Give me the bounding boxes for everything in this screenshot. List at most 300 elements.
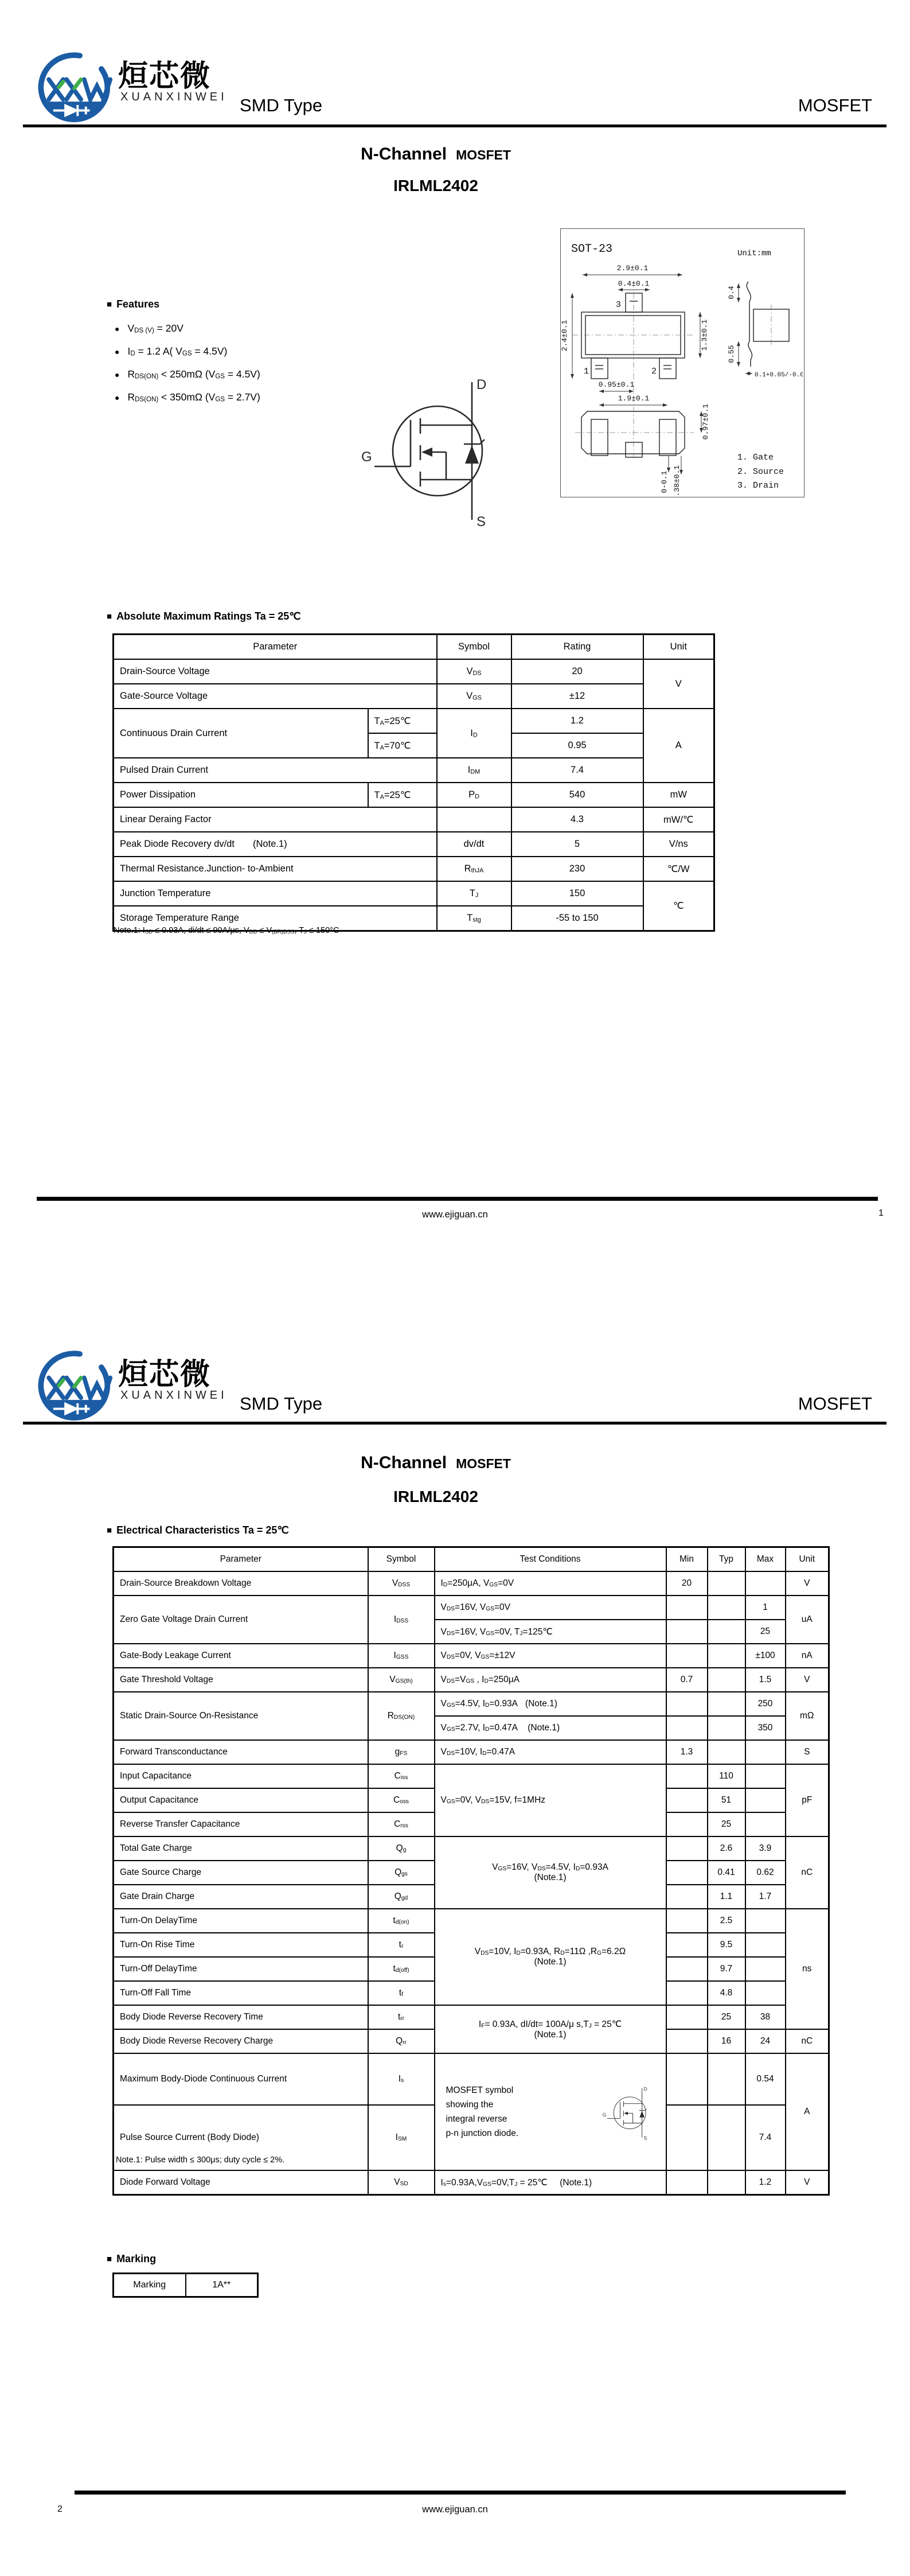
cell-parameter: Body Diode Reverse Recovery Charge bbox=[114, 2029, 368, 2053]
header-device-class: MOSFET bbox=[798, 95, 872, 115]
dim-standoff: 0-0.1 bbox=[660, 470, 669, 493]
cell-typ bbox=[708, 1740, 745, 1764]
cell-symbol: VDS bbox=[437, 659, 511, 684]
cell-max bbox=[745, 1909, 786, 1933]
cell-unit: mW bbox=[643, 783, 714, 807]
col-header-parameter: Parameter bbox=[114, 1547, 368, 1572]
cell-symbol: VDSS bbox=[368, 1571, 435, 1596]
caption-line: showing the bbox=[446, 2100, 494, 2110]
cell-min bbox=[666, 1885, 708, 1909]
cell-min bbox=[666, 1764, 708, 1788]
title-mosfet: MOSFET bbox=[456, 147, 511, 162]
cell-max: ±100 bbox=[745, 1644, 786, 1668]
cell-typ bbox=[708, 1571, 745, 1596]
abs-max-heading-label: Absolute Maximum Ratings Ta = 25℃ bbox=[116, 610, 301, 622]
cell-rating: 540 bbox=[511, 783, 643, 807]
table-row bbox=[114, 807, 714, 832]
cell-parameter: Gate Threshold Voltage bbox=[114, 1668, 368, 1692]
title-line1 bbox=[0, 1453, 872, 1473]
cell-typ bbox=[708, 2053, 745, 2105]
cell-symbol: gFS bbox=[368, 1740, 435, 1764]
dim-side-bottom: 0.55 bbox=[727, 345, 736, 363]
cell-unit: pF bbox=[786, 1764, 829, 1836]
dim-body-height: 1.3±0.1 bbox=[700, 319, 709, 351]
cell-min: 0.7 bbox=[666, 1668, 708, 1692]
cell-parameter: Zero Gate Voltage Drain Current bbox=[114, 1596, 368, 1644]
cell-parameter: Forward Transconductance bbox=[114, 1740, 368, 1764]
dim-top-width: 2.9±0.1 bbox=[616, 264, 649, 273]
cell-ta: TA=70℃ bbox=[368, 733, 437, 758]
cell-parameter: Turn-On Rise Time bbox=[114, 1933, 368, 1957]
feature-text: RDS(ON) < 250mΩ (VGS = 4.5V) bbox=[127, 368, 260, 380]
dim-height: 2.4±0.1 bbox=[561, 320, 569, 352]
cell-max: 350 bbox=[745, 1716, 786, 1740]
features-heading-label: Features bbox=[116, 298, 160, 310]
cell-symbol: Tstg bbox=[437, 906, 511, 931]
cell-symbol: RDS(ON) bbox=[368, 1692, 435, 1740]
cell-rating: 1.2 bbox=[511, 709, 643, 733]
cell-min bbox=[666, 1909, 708, 1933]
xxw-logo-icon bbox=[34, 1349, 115, 1422]
section-marker-icon: ■ bbox=[107, 299, 112, 309]
cell-min: 1.3 bbox=[666, 1740, 708, 1764]
brand-name-cn: 烜芯微 bbox=[118, 59, 212, 94]
title-line1 bbox=[0, 145, 872, 164]
cell-cond: VDS=16V, VGS=0V, TJ=125℃ bbox=[435, 1620, 666, 1644]
mosfet-symbol-small bbox=[602, 2082, 659, 2142]
cell-max bbox=[745, 1957, 786, 1981]
bullet-icon: ● bbox=[115, 369, 120, 379]
cell-min bbox=[666, 2053, 708, 2105]
cell-unit: ns bbox=[786, 1909, 829, 2029]
cell-unit: nC bbox=[786, 1836, 829, 1909]
dim-pin-pitch: 0.95±0.1 bbox=[598, 380, 635, 389]
electrical-note: Note.1: Pulse width ≤ 300μs; duty cycle ≤ 2%. bbox=[116, 2155, 285, 2165]
cell-cond bbox=[435, 2005, 666, 2053]
brand-name-en: XUANXINWEI bbox=[120, 1389, 228, 1402]
marking-heading-label: Marking bbox=[116, 2253, 157, 2264]
col-header-unit: Unit bbox=[643, 635, 714, 660]
col-header-unit: Unit bbox=[786, 1547, 829, 1572]
cell-max: 7.4 bbox=[745, 2105, 786, 2170]
table-row bbox=[114, 758, 714, 783]
header-doc-type: SMD Type bbox=[240, 95, 323, 115]
marking-heading bbox=[107, 2253, 156, 2265]
cell-unit: V bbox=[786, 1668, 829, 1692]
cell-typ: 2.5 bbox=[708, 1909, 745, 1933]
col-header-parameter: Parameter bbox=[114, 635, 437, 660]
page-2 bbox=[0, 1288, 910, 2576]
cell-typ: 9.5 bbox=[708, 1933, 745, 1957]
cell-parameter: Turn-On DelayTime bbox=[114, 1909, 368, 1933]
cell-typ: 4.8 bbox=[708, 1981, 745, 2005]
table-row bbox=[114, 881, 714, 906]
cell-cond: VGS=4.5V, ID=0.93A (Note.1) bbox=[435, 1692, 666, 1716]
header-rule bbox=[23, 1422, 886, 1425]
cell-unit: mΩ bbox=[786, 1692, 829, 1740]
cell-symbol: VSD bbox=[368, 2170, 435, 2195]
table-row bbox=[114, 1668, 829, 1692]
cell-symbol: IGSS bbox=[368, 1644, 435, 1668]
cell-symbol: Is bbox=[368, 2053, 435, 2105]
col-header-typ: Typ bbox=[708, 1547, 745, 1572]
table-row bbox=[114, 1764, 829, 1788]
cell-max bbox=[745, 1764, 786, 1788]
cell-unit: nC bbox=[786, 2029, 829, 2053]
section-marker-icon: ■ bbox=[107, 1526, 112, 1535]
pin3-label: 3 bbox=[616, 300, 622, 310]
cell-min bbox=[666, 1644, 708, 1668]
cell-min bbox=[666, 1692, 708, 1716]
cell-parameter: Peak Diode Recovery dv/dt (Note.1) bbox=[114, 832, 437, 857]
features-list bbox=[115, 322, 260, 403]
cell-max bbox=[745, 1981, 786, 2005]
cell-min bbox=[666, 2029, 708, 2053]
cell-unit: V bbox=[786, 2170, 829, 2195]
table-row bbox=[114, 1836, 829, 1861]
cell-min bbox=[666, 2005, 708, 2029]
mosfet-symbol-caption bbox=[438, 2083, 519, 2141]
dim-pad-height: 0.97±0.1 bbox=[701, 403, 710, 440]
cell-typ: 25 bbox=[708, 2005, 745, 2029]
table-header-row bbox=[114, 1547, 829, 1572]
list-item bbox=[115, 322, 260, 334]
cond-line2: (Note.1) bbox=[534, 1873, 567, 1882]
cell-rating: 4.3 bbox=[511, 807, 643, 832]
cell-typ: 2.6 bbox=[708, 1836, 745, 1861]
title-channel: N-Channel bbox=[361, 145, 447, 164]
electrical-heading-label: Electrical Characteristics Ta = 25℃ bbox=[116, 1524, 289, 1536]
cell-symbol: Qg bbox=[368, 1836, 435, 1861]
abs-max-note: Note.1: ISD ≤ 0.93A, di/dt ≤ 90A/μs, VDD ≤ V(BR)DSS, TJ ≤ 150°C bbox=[114, 926, 339, 936]
table-row bbox=[114, 1644, 829, 1668]
cell-rating: -55 to 150 bbox=[511, 906, 643, 931]
cell-symbol: Crss bbox=[368, 1812, 435, 1836]
cell-cond: VDS=0V, VGS=±12V bbox=[435, 1644, 666, 1668]
cell-symbol: Qgd bbox=[368, 1885, 435, 1909]
cell-symbol: Ciss bbox=[368, 1764, 435, 1788]
table-row bbox=[114, 832, 714, 857]
cell-parameter: Gate Drain Charge bbox=[114, 1885, 368, 1909]
cell-parameter: Body Diode Reverse Recovery Time bbox=[114, 2005, 368, 2029]
header-device-class: MOSFET bbox=[798, 1394, 872, 1414]
cell-cond bbox=[435, 1909, 666, 2005]
cell-parameter: Thermal Resistance.Junction- to-Ambient bbox=[114, 857, 437, 881]
cell-symbol: Qrr bbox=[368, 2029, 435, 2053]
cell-typ bbox=[708, 2170, 745, 2195]
cell-max bbox=[745, 1571, 786, 1596]
table-row bbox=[114, 684, 714, 709]
col-header-conditions: Test Conditions bbox=[435, 1547, 666, 1572]
cell-cond bbox=[435, 1836, 666, 1909]
cell-max: 1.5 bbox=[745, 1668, 786, 1692]
cell-rating: 20 bbox=[511, 659, 643, 684]
cell-typ bbox=[708, 1668, 745, 1692]
cell-symbol: VGS bbox=[437, 684, 511, 709]
part-number: IRLML2402 bbox=[393, 1488, 478, 1505]
table-row bbox=[114, 2053, 829, 2105]
cell-max: 24 bbox=[745, 2029, 786, 2053]
cell-unit: ℃ bbox=[643, 881, 714, 931]
bullet-icon: ● bbox=[115, 324, 120, 333]
cell-max: 250 bbox=[745, 1692, 786, 1716]
list-item bbox=[115, 391, 260, 403]
dim-pin-span: 1.9±0.1 bbox=[618, 394, 650, 403]
cell-parameter: Gate-Source Voltage bbox=[114, 684, 437, 709]
cell-symbol: tf bbox=[368, 1981, 435, 2005]
cell-typ bbox=[708, 1692, 745, 1716]
cell-typ: 16 bbox=[708, 2029, 745, 2053]
cell-parameter: Continuous Drain Current bbox=[114, 709, 368, 758]
cell-unit: V/ns bbox=[643, 832, 714, 857]
cell-rating: 230 bbox=[511, 857, 643, 881]
cell-unit: ℃/W bbox=[643, 857, 714, 881]
cell-max: 3.9 bbox=[745, 1836, 786, 1861]
cell-typ: 110 bbox=[708, 1764, 745, 1788]
table-row bbox=[114, 1909, 829, 1933]
feature-text: RDS(ON) < 350mΩ (VGS = 2.7V) bbox=[127, 391, 260, 403]
cond-line2: (Note.1) bbox=[534, 1957, 567, 1967]
caption-line: MOSFET symbol bbox=[446, 2085, 514, 2095]
marking-table bbox=[112, 2273, 259, 2298]
cell-parameter: Pulsed Drain Current bbox=[114, 758, 437, 783]
package-unit: Unit:mm bbox=[737, 249, 771, 258]
cell-max: 38 bbox=[745, 2005, 786, 2029]
table-row bbox=[114, 783, 714, 807]
cell-cond: ID=250μA, VGS=0V bbox=[435, 1571, 666, 1596]
page-number: 2 bbox=[57, 2504, 63, 2514]
dim-pad-width: 0.38±0.1 bbox=[673, 465, 681, 496]
cell-cond: VGS=0V, VDS=15V, f=1MHz bbox=[435, 1764, 666, 1836]
cell-typ: 1.1 bbox=[708, 1885, 745, 1909]
cell-max: 0.62 bbox=[745, 1861, 786, 1885]
pin1-label: 1 bbox=[584, 367, 589, 376]
caption-line: p-n junction diode. bbox=[446, 2128, 519, 2138]
cell-cond: Is=0.93A,VGS=0V,TJ = 25℃ (Note.1) bbox=[435, 2170, 666, 2195]
header-rule bbox=[23, 124, 886, 127]
table-row bbox=[114, 709, 714, 733]
cell-symbol: Coss bbox=[368, 1788, 435, 1812]
cond-line2: (Note.1) bbox=[534, 2029, 567, 2040]
cell-max: 25 bbox=[745, 1620, 786, 1644]
title-mosfet: MOSFET bbox=[456, 1456, 511, 1471]
cell-parameter: Static Drain-Source On-Resistance bbox=[114, 1692, 368, 1740]
cell-parameter: Turn-Off DelayTime bbox=[114, 1957, 368, 1981]
cell-min bbox=[666, 1812, 708, 1836]
footer-url: www.ejiguan.cn bbox=[422, 1209, 488, 1220]
cond-line1: VGS=16V, VDS=4.5V, ID=0.93A bbox=[492, 1862, 608, 1873]
brand-name-cn: 烜芯微 bbox=[118, 1357, 212, 1392]
footer-url: www.ejiguan.cn bbox=[422, 2504, 488, 2515]
cell-typ bbox=[708, 1644, 745, 1668]
cell-min bbox=[666, 1596, 708, 1620]
features-heading bbox=[107, 298, 159, 310]
legend-drain: 3. Drain bbox=[737, 481, 779, 491]
cell-parameter: Storage Temperature Range bbox=[114, 906, 437, 931]
package-name: SOT-23 bbox=[571, 243, 613, 256]
cell-typ bbox=[708, 1596, 745, 1620]
legend-source: 2. Source bbox=[737, 467, 784, 477]
cell-parameter: Diode Forward Voltage bbox=[114, 2170, 368, 2195]
cell-typ bbox=[708, 1620, 745, 1644]
col-header-min: Min bbox=[666, 1547, 708, 1572]
list-item bbox=[115, 345, 260, 357]
cell-parameter: Pulse Source Current (Body Diode) bbox=[114, 2105, 368, 2170]
cell-parameter: Maximum Body-Diode Continuous Current bbox=[114, 2053, 368, 2105]
cell-symbol: TJ bbox=[437, 881, 511, 906]
cell-parameter: Turn-Off Fall Time bbox=[114, 1981, 368, 2005]
brand-name-en: XUANXINWEI bbox=[120, 91, 228, 103]
cell-ta: TA=25℃ bbox=[368, 783, 437, 807]
table-row bbox=[114, 2005, 829, 2029]
cell-unit: uA bbox=[786, 1596, 829, 1644]
footer-rule bbox=[75, 2491, 846, 2495]
abs-max-heading bbox=[107, 610, 301, 622]
cell-cond: VDS=16V, VGS=0V bbox=[435, 1596, 666, 1620]
cell-min bbox=[666, 1716, 708, 1740]
abs-max-table bbox=[112, 633, 715, 932]
cell-parameter: Input Capacitance bbox=[114, 1764, 368, 1788]
cell-parameter: Output Capacitance bbox=[114, 1788, 368, 1812]
cell-rating: ±12 bbox=[511, 684, 643, 709]
cell-unit: V bbox=[643, 659, 714, 709]
dim-side-top: 0.4 bbox=[727, 286, 736, 299]
cell-max: 1 bbox=[745, 1596, 786, 1620]
electrical-table bbox=[112, 1546, 830, 2196]
dim-pin-width: 0.4±0.1 bbox=[618, 279, 650, 288]
cell-symbol: td(off) bbox=[368, 1957, 435, 1981]
cell-parameter: Power Dissipation bbox=[114, 783, 368, 807]
pin2-label: 2 bbox=[651, 367, 657, 376]
table-row bbox=[114, 659, 714, 684]
cond-line1: VDS=10V, ID=0.93A, RD=11Ω ,RG=6.2Ω bbox=[474, 1947, 626, 1957]
caption-line: integral reverse bbox=[446, 2114, 507, 2124]
cell-symbol: Qgs bbox=[368, 1861, 435, 1885]
cell-min bbox=[666, 1933, 708, 1957]
legend-gate: 1. Gate bbox=[737, 453, 774, 462]
cell-max bbox=[745, 1740, 786, 1764]
cell-parameter: Reverse Transfer Capacitance bbox=[114, 1812, 368, 1836]
col-header-rating: Rating bbox=[511, 635, 643, 660]
table-row bbox=[114, 1571, 829, 1596]
cell-min bbox=[666, 1620, 708, 1644]
cell-max bbox=[745, 1788, 786, 1812]
cell-symbol bbox=[437, 807, 511, 832]
cell-max: 1.2 bbox=[745, 2170, 786, 2195]
cell-typ bbox=[708, 1716, 745, 1740]
cell-ta: TA=25℃ bbox=[368, 709, 437, 733]
cell-min bbox=[666, 1981, 708, 2005]
marking-value: 1A** bbox=[186, 2274, 258, 2297]
cell-unit: mW/℃ bbox=[643, 807, 714, 832]
cell-cond bbox=[435, 2053, 666, 2170]
table-row bbox=[114, 857, 714, 881]
col-header-symbol: Symbol bbox=[368, 1547, 435, 1572]
cond-line1: IF= 0.93A, dI/dt= 100A/μ s,TJ = 25℃ bbox=[478, 2019, 622, 2029]
table-header-row bbox=[114, 635, 714, 660]
cell-typ: 9.7 bbox=[708, 1957, 745, 1981]
table-row bbox=[114, 2274, 258, 2297]
table-row bbox=[114, 1692, 829, 1716]
feature-text: ID = 1.2 A( VGS = 4.5V) bbox=[127, 345, 228, 357]
cell-symbol: VGS(th) bbox=[368, 1668, 435, 1692]
cell-symbol: PD bbox=[437, 783, 511, 807]
cell-parameter: Drain-Source Voltage bbox=[114, 659, 437, 684]
cell-typ: 0.41 bbox=[708, 1861, 745, 1885]
table-row bbox=[114, 1740, 829, 1764]
cell-cond: VDS=VGS , ID=250μA bbox=[435, 1668, 666, 1692]
cell-symbol: dv/dt bbox=[437, 832, 511, 857]
section-marker-icon: ■ bbox=[107, 612, 112, 621]
cell-unit: S bbox=[786, 1740, 829, 1764]
xxw-logo-icon bbox=[34, 50, 115, 124]
brand-logo bbox=[34, 50, 275, 126]
cell-min bbox=[666, 1861, 708, 1885]
cell-max: 1.7 bbox=[745, 1885, 786, 1909]
list-item bbox=[115, 368, 260, 380]
marking-label: Marking bbox=[114, 2274, 186, 2297]
cell-parameter: Total Gate Charge bbox=[114, 1836, 368, 1861]
cell-max: 0.54 bbox=[745, 2053, 786, 2105]
cell-max bbox=[745, 1933, 786, 1957]
mosfet-symbol bbox=[360, 365, 521, 534]
cell-parameter: Linear Deraing Factor bbox=[114, 807, 437, 832]
table-row bbox=[114, 1596, 829, 1620]
cell-unit: V bbox=[786, 1571, 829, 1596]
cell-parameter: Junction Temperature bbox=[114, 881, 437, 906]
cell-symbol: IDM bbox=[437, 758, 511, 783]
cell-min bbox=[666, 1957, 708, 1981]
cell-symbol: tr bbox=[368, 1933, 435, 1957]
cell-unit: A bbox=[786, 2053, 829, 2170]
col-header-symbol: Symbol bbox=[437, 635, 511, 660]
cell-min bbox=[666, 2170, 708, 2195]
page-number: 1 bbox=[878, 1208, 884, 1218]
cell-min bbox=[666, 2105, 708, 2170]
sot23-outline-drawing bbox=[561, 229, 803, 496]
dim-lead-thickness: 0.1+0.05/-0.01 bbox=[755, 372, 803, 379]
cell-max bbox=[745, 1812, 786, 1836]
bullet-icon: ● bbox=[115, 347, 120, 356]
cell-typ bbox=[708, 2105, 745, 2170]
cell-unit: nA bbox=[786, 1644, 829, 1668]
cell-rating: 150 bbox=[511, 881, 643, 906]
bullet-icon: ● bbox=[115, 392, 120, 402]
cell-symbol: ISM bbox=[368, 2105, 435, 2170]
cell-parameter: Gate Source Charge bbox=[114, 1861, 368, 1885]
footer-rule bbox=[37, 1197, 878, 1201]
electrical-heading bbox=[107, 1524, 289, 1536]
col-header-max: Max bbox=[745, 1547, 786, 1572]
cell-parameter: Gate-Body Leakage Current bbox=[114, 1644, 368, 1668]
feature-text: VDS (V) = 20V bbox=[127, 322, 183, 334]
brand-logo bbox=[34, 1349, 275, 1425]
cell-min: 20 bbox=[666, 1571, 708, 1596]
header-doc-type: SMD Type bbox=[240, 1394, 323, 1414]
cell-symbol: ID bbox=[437, 709, 511, 758]
table-row bbox=[114, 2170, 829, 2195]
cell-typ: 25 bbox=[708, 1812, 745, 1836]
cell-min bbox=[666, 1788, 708, 1812]
title-channel: N-Channel bbox=[361, 1453, 447, 1472]
cell-symbol: RthJA bbox=[437, 857, 511, 881]
cell-rating: 5 bbox=[511, 832, 643, 857]
cell-cond: VGS=2.7V, ID=0.47A (Note.1) bbox=[435, 1716, 666, 1740]
cell-symbol: IDSS bbox=[368, 1596, 435, 1644]
package-drawing bbox=[560, 228, 804, 497]
section-marker-icon: ■ bbox=[107, 2254, 112, 2264]
cell-min bbox=[666, 1836, 708, 1861]
